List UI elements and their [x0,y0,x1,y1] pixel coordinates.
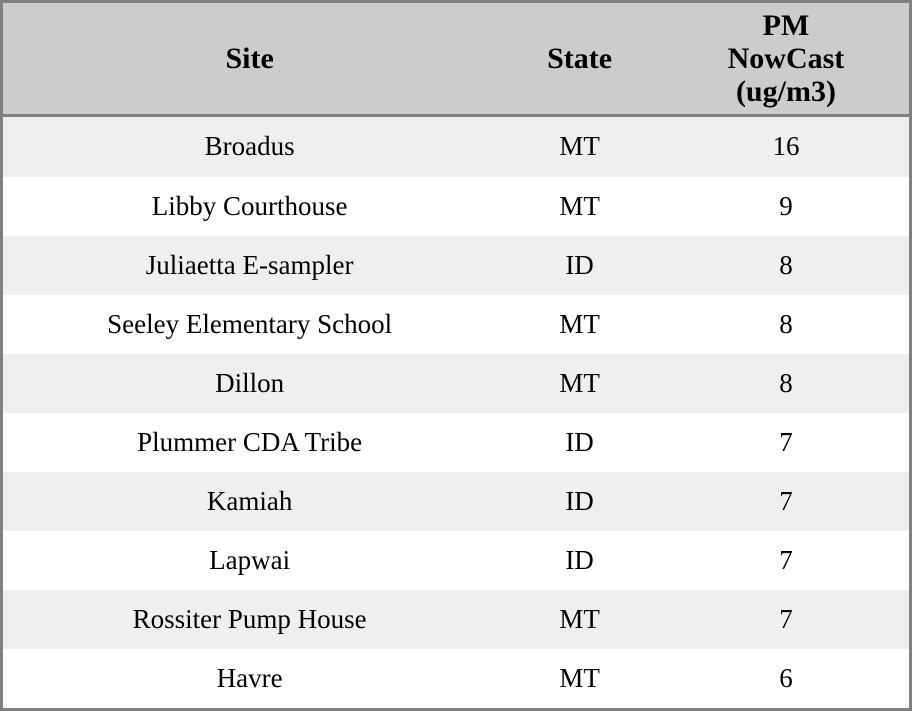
cell-state: ID [496,472,663,531]
cell-site: Broadus [3,116,496,177]
cell-state: MT [496,354,663,413]
cell-site: Dillon [3,354,496,413]
cell-site: Libby Courthouse [3,177,496,236]
column-header-pm-nowcast-line3: (ug/m3) [735,75,836,108]
cell-site: Seeley Elementary School [3,295,496,354]
cell-state: ID [496,236,663,295]
cell-state: MT [496,295,663,354]
column-header-state: State [496,3,663,116]
column-header-pm-nowcast-line1: PM [762,9,810,42]
cell-state: MT [496,177,663,236]
column-header-pm-nowcast [663,3,909,116]
cell-state: MT [496,116,663,177]
cell-value: 8 [663,236,909,295]
table-row [3,116,909,177]
table-row [3,413,909,472]
table-row [3,590,909,649]
cell-site: Rossiter Pump House [3,590,496,649]
table-body [3,116,909,709]
cell-value: 7 [663,531,909,590]
table-row [3,531,909,590]
cell-value: 6 [663,649,909,708]
cell-site: Kamiah [3,472,496,531]
cell-value: 8 [663,354,909,413]
cell-value: 7 [663,590,909,649]
cell-value: 8 [663,295,909,354]
table-row [3,177,909,236]
cell-site: Havre [3,649,496,708]
cell-value: 9 [663,177,909,236]
cell-site: Lapwai [3,531,496,590]
table-row [3,295,909,354]
table-header [3,3,909,116]
table-row [3,649,909,708]
cell-value: 7 [663,413,909,472]
cell-state: MT [496,590,663,649]
column-header-site: Site [3,3,496,116]
cell-state: ID [496,413,663,472]
table-row [3,472,909,531]
cell-site: Juliaetta E-sampler [3,236,496,295]
table-row [3,236,909,295]
cell-state: MT [496,649,663,708]
table-row [3,354,909,413]
cell-value: 7 [663,472,909,531]
table-header-row [3,3,909,116]
column-header-pm-nowcast-line2: NowCast [727,42,845,75]
air-quality-table [3,3,909,708]
cell-site: Plummer CDA Tribe [3,413,496,472]
cell-value: 16 [663,116,909,177]
cell-state: ID [496,531,663,590]
